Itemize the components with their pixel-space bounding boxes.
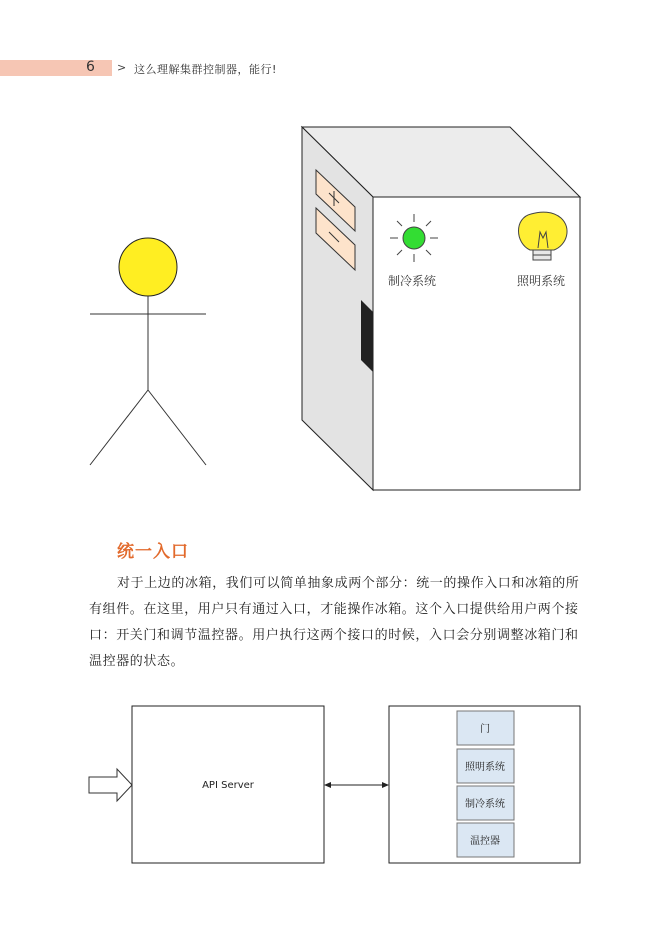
cooling-light (403, 227, 425, 249)
section-title: 统一入口 (117, 542, 189, 562)
component-thermostat-label: 温控器 (470, 836, 500, 847)
fridge (302, 127, 580, 490)
arrowhead-left-icon (324, 782, 331, 788)
bulb-glass (519, 212, 568, 250)
lighting-label: 照明系统 (517, 274, 566, 288)
component-cooling-label: 制冷系统 (465, 799, 505, 810)
api-server-diagram (89, 706, 580, 863)
cooling-label: 制冷系统 (388, 274, 437, 288)
input-arrow-icon (89, 769, 132, 801)
paragraph-text: 对于上边的冰箱，我们可以简单抽象成两个部分：统一的操作入口和冰箱的所有组件。在这里，用户只有通过入口，才能操作冰箱。这个入口提供给用户两个接口：开关门和调节温控器。用户执行这两个接口的时候，入口会分别调整冰箱门和温控器的状态。 (89, 576, 580, 669)
door-handle (361, 300, 373, 372)
arrowhead-right-icon (382, 782, 389, 788)
api-server-label: API Server (202, 780, 254, 791)
stick-figure-left-leg (90, 390, 148, 465)
cooling-sun-icon (390, 214, 438, 262)
component-door-label: 门 (480, 724, 490, 735)
component-lighting-label: 照明系统 (465, 762, 505, 773)
stick-figure (90, 238, 206, 465)
section-paragraph (89, 571, 585, 675)
stick-figure-head (119, 238, 177, 296)
header-title: 这么理解集群控制器，能行! (134, 63, 277, 76)
header-arrow: > (117, 61, 127, 74)
page-number: 6 (86, 59, 95, 75)
stick-figure-right-leg (148, 390, 206, 465)
